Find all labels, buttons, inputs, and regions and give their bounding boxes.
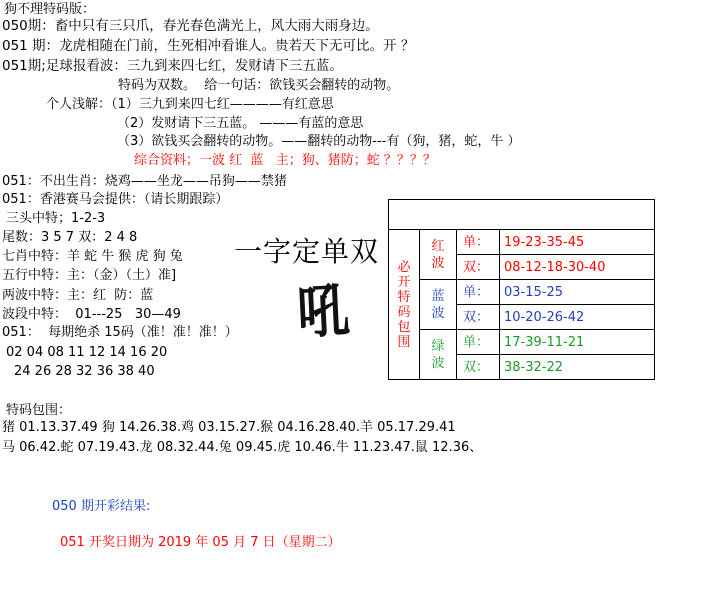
horse-line: 051：香港赛马会提供：（请长期跟踪） [2, 192, 229, 207]
three-head-line: 三头中特；1-2-3 [6, 211, 106, 226]
table-header-blank [389, 200, 655, 230]
result-line: 050 期开彩结果: [52, 499, 151, 514]
tail-line: 尾数：3 5 7 双：2 4 8 [2, 230, 138, 245]
green-wave-label [420, 330, 457, 380]
blue-wave-char: 波 [431, 305, 445, 321]
blue-wave-char: 蓝 [431, 288, 445, 304]
baotu-line-2: 马 06.42.蛇 07.19.43.龙 08.32.44.兔 09.45.虎 10.46.牛 11.23.47.鼠 12.36、 [2, 440, 483, 455]
blue-wave-label [420, 280, 457, 330]
segment-line: 波段中特： 01---25 30—49 [2, 307, 181, 322]
blue-single-numbers: 03-15-25 [500, 280, 655, 305]
seven-zodiac-line: 七肖中特：羊 蛇 牛 猴 虎 狗 兔 [2, 249, 183, 264]
green-double-numbers: 38-32-22 [500, 355, 655, 380]
blue-double-label: 双： [457, 305, 500, 330]
red-wave-char: 红 [431, 238, 445, 254]
opinion-line-2: （2）发财请下三五蓝。 ———有蓝的意思 [117, 116, 364, 131]
side-label-char: 包 [397, 319, 411, 335]
unique-line: 051： 每期绝杀 15码（准！准！准！） [2, 325, 238, 340]
line-051-b: 051期;足球报看波：三九到来四七红，发财请下三五蓝。 [2, 58, 343, 74]
page-title: 狗不理特码版： [4, 2, 96, 17]
brush-character: 吼 [295, 275, 352, 347]
line-050: 050期：畜中只有三只爪，春光春色满光上，风大雨大雨身边。 [2, 18, 379, 34]
side-label-char: 开 [397, 274, 411, 290]
red-wave-char: 波 [431, 255, 445, 271]
red-single-label: 单： [457, 230, 500, 255]
two-wave-line: 两波中特：主：红 防：蓝 [2, 288, 154, 303]
side-label-char: 特 [397, 289, 411, 305]
red-double-numbers: 08-12-18-30-40 [500, 255, 655, 280]
blue-single-label: 单： [457, 280, 500, 305]
opinion-line-3: （3）欲钱买会翻转的动物。——翻转的动物---有（狗，猪，蛇，牛 ） [117, 134, 521, 149]
numbers-line-2: 24 26 28 32 36 38 40 [14, 364, 155, 379]
side-label-char: 码 [397, 304, 411, 320]
red-double-label: 双： [457, 255, 500, 280]
green-single-numbers: 17-39-11-21 [500, 330, 655, 355]
side-label-cell [389, 230, 420, 380]
green-double-label: 双： [457, 355, 500, 380]
hint-line: 特码为双数。 给一句话：欲钱买会翻转的动物。 [118, 78, 400, 93]
opinion-line-1: 个人浅解：（1）三九到来四七红————有红意思 [46, 97, 334, 112]
side-label-char: 围 [397, 334, 411, 350]
summary-line: 综合资料；一波 红 蓝 主；狗、猪防；蛇 ？？？？ [134, 153, 436, 168]
side-label-char: 必 [397, 259, 411, 275]
green-wave-char: 波 [431, 355, 445, 371]
numbers-line-1: 02 04 08 11 12 14 16 20 [6, 345, 168, 360]
blue-double-numbers: 10-20-26-42 [500, 305, 655, 330]
red-single-numbers: 19-23-35-45 [500, 230, 655, 255]
green-wave-char: 绿 [431, 338, 445, 354]
green-single-label: 单： [457, 330, 500, 355]
draw-date-line: 051 开奖日期为 2019 年 05 月 7 日（星期二） [60, 535, 341, 550]
zodiac-line: 051：不出生肖：烧鸡——坐龙——吊狗——禁猪 [2, 174, 287, 189]
special-number-table [388, 199, 655, 380]
baotu-label: 特码包围： [6, 403, 72, 418]
big-title: 一字定单双 [234, 235, 380, 268]
baotu-line-1: 猪 01.13.37.49 狗 14.26.38.鸡 03.15.27.猴 04.16.28.40.羊 05.17.29.41 [2, 420, 456, 435]
five-elements-line: 五行中特：主：（金）（土）准] [2, 268, 177, 283]
line-051-a: 051 期：龙虎相随在门前，生死相冲看谁人。贵若天下无可比。开 ？ [2, 38, 415, 54]
red-wave-label [420, 230, 457, 280]
